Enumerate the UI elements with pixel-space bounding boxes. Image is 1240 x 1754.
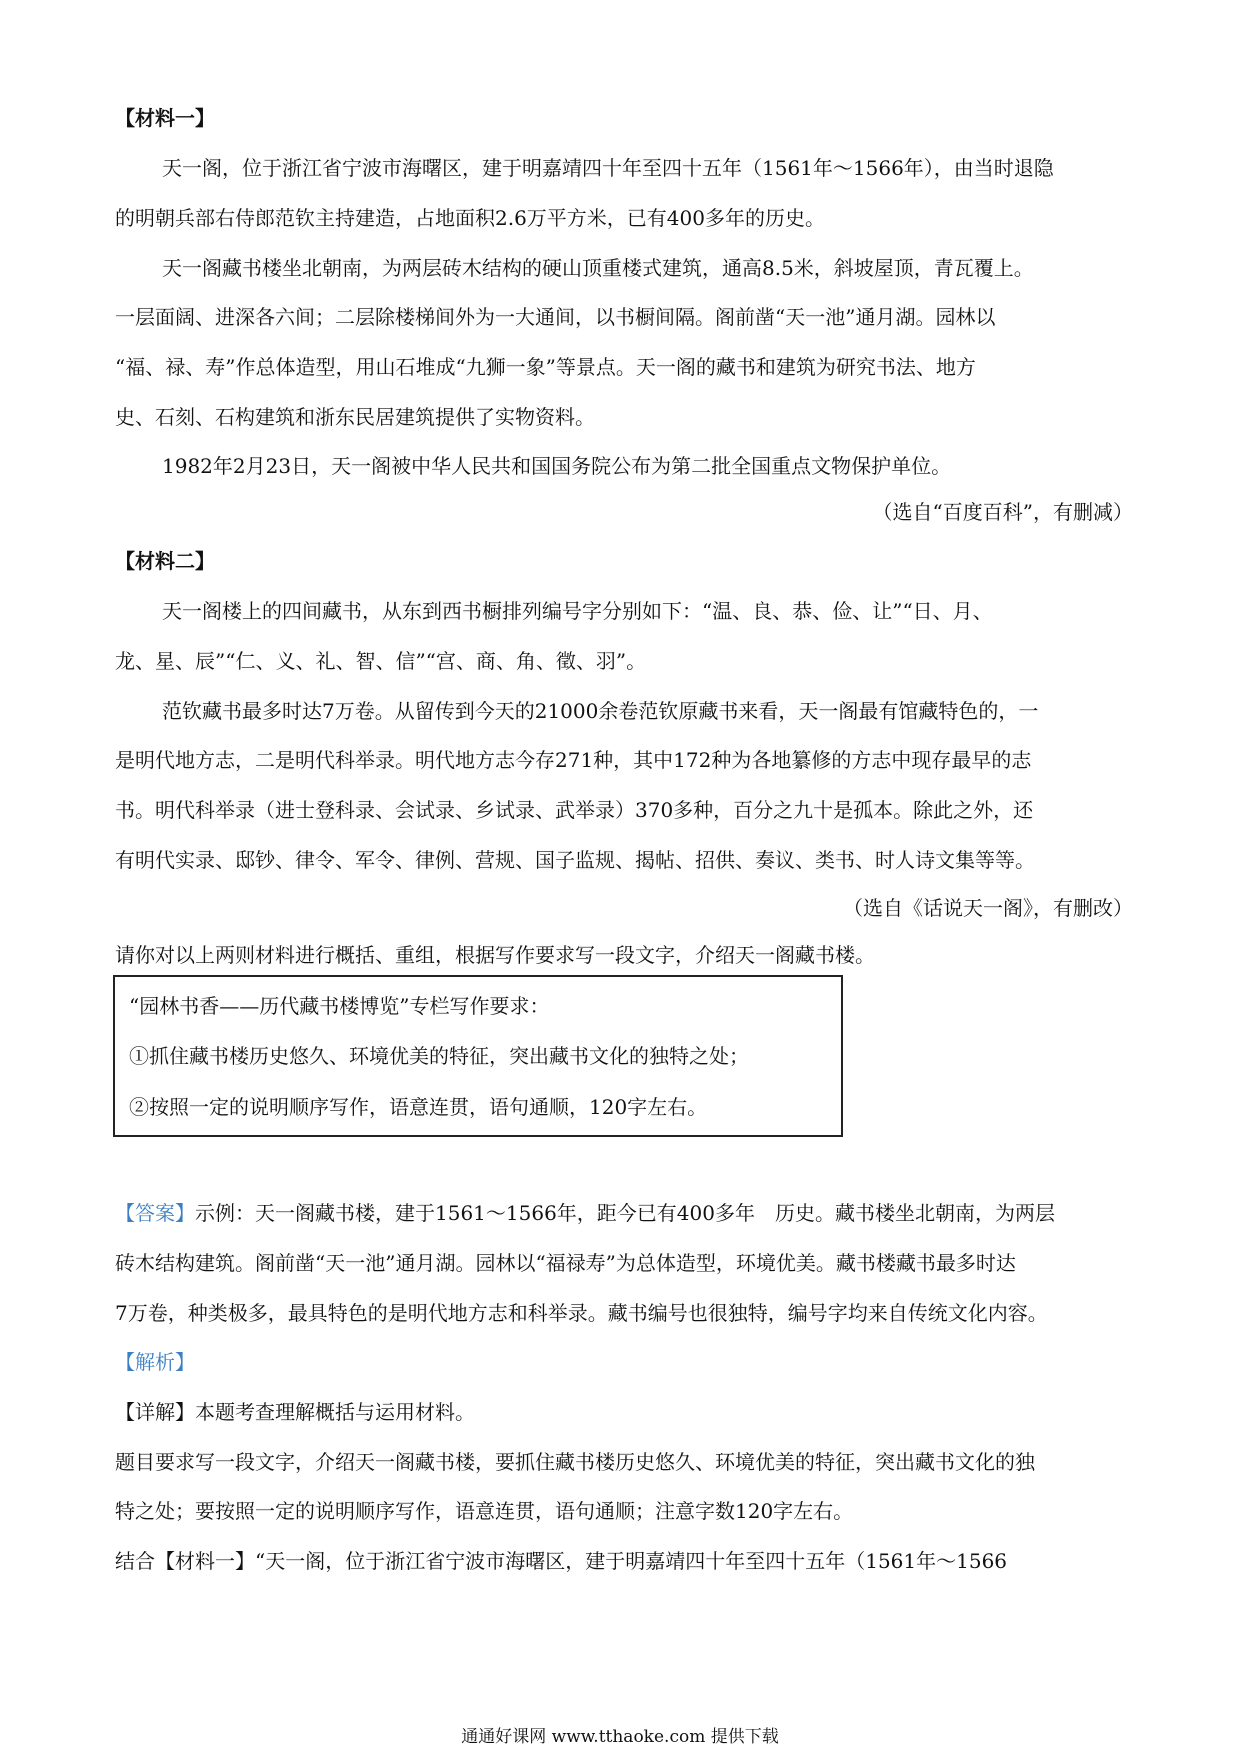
requirements-item-2: ②按照一定的说明顺序写作，语意连贯，语句通顺，120字左右。: [129, 1095, 708, 1119]
question-prompt: 请你对以上两则材料进行概括、重组，根据写作要求写一段文字，介绍天一阁藏书楼。: [115, 943, 875, 967]
analysis-line3-prefix: 结合: [115, 1549, 155, 1573]
material2-paragraph1-line1: 天一阁楼上的四间藏书，从东到西书橱排列编号字分别如下：“温、良、恭、俭、让”“日、月、: [162, 599, 993, 623]
material1-paragraph2-line1: 天一阁藏书楼坐北朝南，为两层砖木结构的硬山顶重楼式建筑，通高8.5米，斜坡屋顶，青瓦覆上。: [162, 256, 1034, 280]
answer-text-line1: 示例：天一阁藏书楼，建于1561～1566年，距今已有400多年 历史。藏书楼坐北朝南，为两层: [195, 1201, 1055, 1225]
detail-line: [115, 1397, 475, 1427]
detail-label: 【详解】: [115, 1400, 195, 1424]
analysis-line3-quote: “天一阁，位于浙江省宁波市海曙区，建于明嘉靖四十年至四十五年（1561年～1566: [255, 1549, 1008, 1573]
material2-title: 【材料二】: [115, 549, 215, 573]
material1-title: 【材料一】: [115, 106, 215, 130]
material1-source: （选自“百度百科”，有删减）: [872, 500, 1133, 524]
answer-line1: [115, 1198, 1055, 1228]
material2-paragraph2-line1: 范钦藏书最多时达7万卷。从留传到今天的21000余卷范钦原藏书来看，天一阁最有馆藏特色的，一: [162, 699, 1039, 723]
material2-paragraph2-line4: 有明代实录、邸钞、律令、军令、律例、营规、国子监规、揭帖、招供、奏议、类书、时人诗文集等等。: [115, 848, 1035, 872]
writing-requirements-box: [113, 975, 843, 1137]
page-footer: 通通好课网 www.tthaoke.com 提供下载: [461, 1727, 779, 1747]
material1-paragraph1-line1: 天一阁，位于浙江省宁波市海曙区，建于明嘉靖四十年至四十五年（1561年～1566年），由当时退隐: [162, 156, 1054, 180]
material2-paragraph2-line3: 书。明代科举录（进士登科录、会试录、乡试录、武举录）370多种，百分之九十是孤本。除此之外，还: [115, 798, 1034, 822]
material1-paragraph2-line3: “福、禄、寿”作总体造型，用山石堆成“九狮一象”等景点。天一阁的藏书和建筑为研究书法、地方: [115, 355, 976, 379]
detail-text: 本题考查理解概括与运用材料。: [195, 1400, 475, 1424]
material2-paragraph1-line2: 龙、星、辰”“仁、义、礼、智、信”“宫、商、角、徵、羽”。: [115, 649, 647, 673]
answer-line3: 7万卷，种类极多，最具特色的是明代地方志和科举录。藏书编号也很独特，编号字均来自传统文化内容。: [115, 1301, 1048, 1325]
material1-paragraph2-line4: 史、石刻、石构建筑和浙东民居建筑提供了实物资料。: [115, 405, 595, 429]
analysis-line3: [115, 1546, 1007, 1576]
analysis-line3-tag: 【材料一】: [155, 1549, 255, 1573]
analysis-line2: 特之处；要按照一定的说明顺序写作，语意连贯，语句通顺；注意字数120字左右。: [115, 1499, 854, 1523]
analysis-label: 【解析】: [115, 1350, 195, 1374]
material1-paragraph1-line2: 的明朝兵部右侍郎范钦主持建造，占地面积2.6万平方米，已有400多年的历史。: [115, 206, 825, 230]
requirements-item-1: ①抓住藏书楼历史悠久、环境优美的特征，突出藏书文化的独特之处；: [129, 1044, 749, 1068]
material1-paragraph3: 1982年2月23日，天一阁被中华人民共和国国务院公布为第二批全国重点文物保护单位。: [162, 454, 952, 478]
analysis-line1: 题目要求写一段文字，介绍天一阁藏书楼，要抓住藏书楼历史悠久、环境优美的特征，突出藏书文化的独: [115, 1450, 1035, 1474]
material2-source: （选自《话说天一阁》，有删改）: [843, 896, 1133, 920]
answer-label: 【答案】: [115, 1201, 195, 1225]
requirements-title: “园林书香——历代藏书楼博览”专栏写作要求：: [129, 994, 550, 1018]
material1-paragraph2-line2: 一层面阔、进深各六间；二层除楼梯间外为一大通间，以书橱间隔。阁前凿“天一池”通月湖。园林以: [115, 305, 996, 329]
answer-line2: 砖木结构建筑。阁前凿“天一池”通月湖。园林以“福禄寿”为总体造型，环境优美。藏书楼藏书最多时达: [115, 1251, 1016, 1275]
material2-paragraph2-line2: 是明代地方志，二是明代科举录。明代地方志今存271种，其中172种为各地纂修的方志中现存最早的志: [115, 748, 1032, 772]
